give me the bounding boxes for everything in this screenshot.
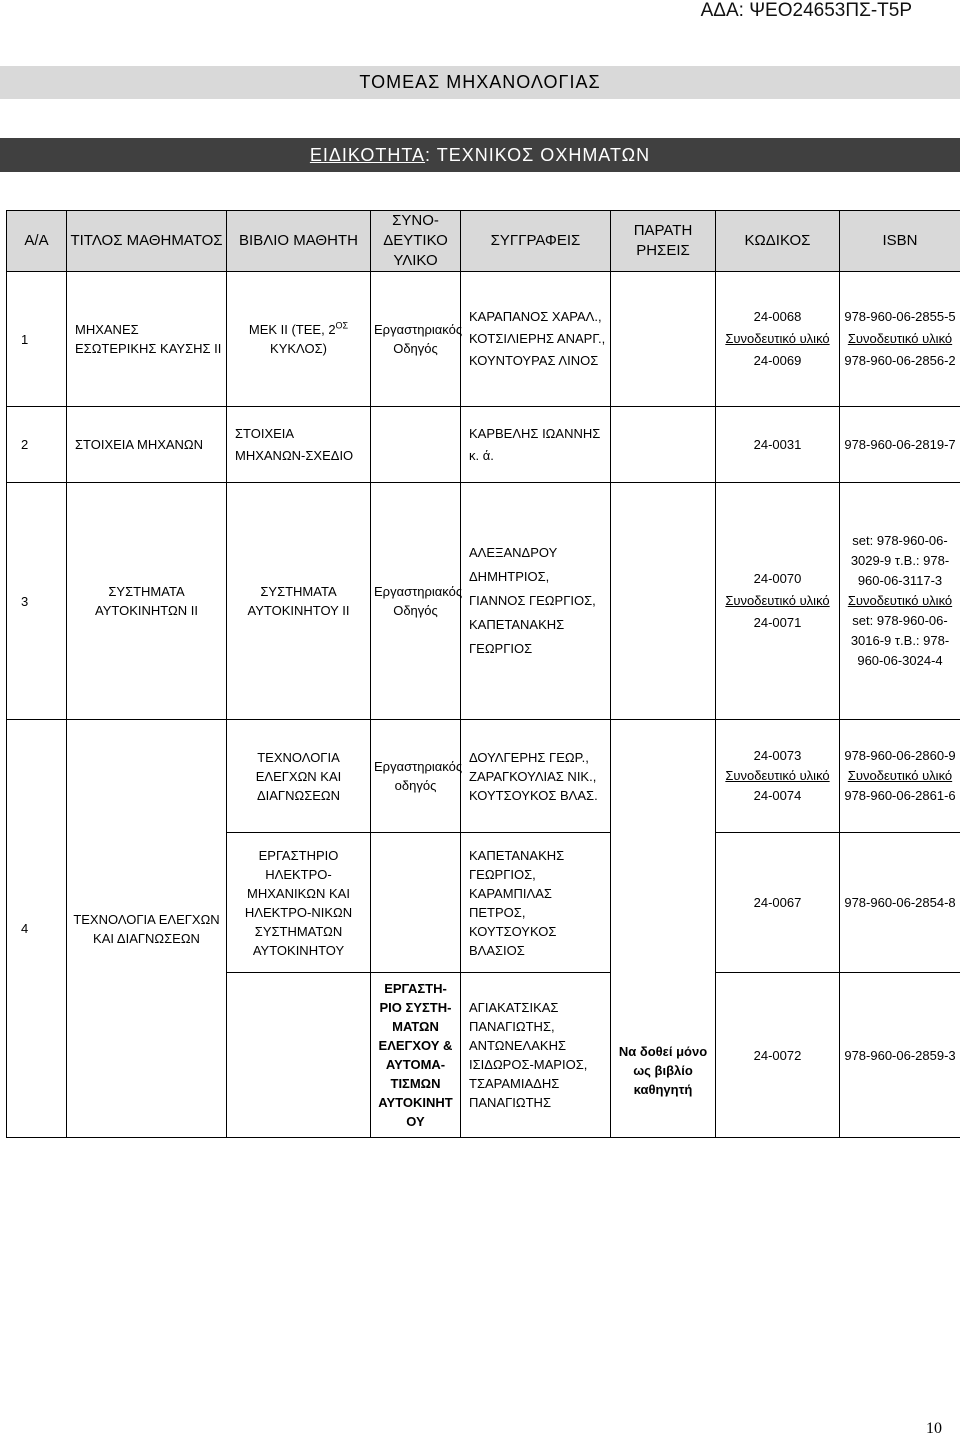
isbn-value: 978-960-06-2861-6 <box>844 788 956 803</box>
isbn-cell <box>840 272 960 407</box>
header-book: ΒΙΒΛΙΟ ΜΑΘΗΤΗ <box>227 211 371 272</box>
isbn-value: 978-960-06-2854-8 <box>840 833 960 973</box>
supplementary-link[interactable]: Συνοδευτικό υλικό <box>725 331 830 346</box>
book-text-tail: ΚΥΚΛΟΣ) <box>270 341 327 356</box>
course-title: ΣΤΟΙΧΕΙΑ ΜΗΧΑΝΩΝ <box>67 407 227 483</box>
specialty-title <box>0 138 960 172</box>
code-value: 24-0074 <box>753 788 802 803</box>
aux-material <box>371 833 461 973</box>
book-text: ΜΕΚ ΙΙ (ΤΕΕ, 2 <box>248 322 336 337</box>
isbn-value: set: 978-960-06-3029-9 τ.Β.: 978-960-06-3117-3 <box>850 533 950 588</box>
notes <box>611 272 716 407</box>
code-cell <box>716 272 840 407</box>
student-book: ΣΤΟΙΧΕΙΑ ΜΗΧΑΝΩΝ-ΣΧΕΔΙΟ <box>227 407 371 483</box>
specialty-value: : ΤΕΧΝΙΚΟΣ ΟΧΗΜΑΤΩΝ <box>425 144 651 165</box>
row-number: 2 <box>7 407 67 483</box>
code-value: 24-0069 <box>753 353 802 368</box>
aux-material <box>371 407 461 483</box>
notes <box>611 483 716 720</box>
books-table <box>6 210 960 1138</box>
code-value: 24-0070 <box>753 571 802 586</box>
isbn-value: set: 978-960-06-3016-9 τ.Β.: 978-960-06-3024-4 <box>850 613 950 668</box>
isbn-value: 978-960-06-2860-9 <box>844 748 956 763</box>
authors: ΑΓΙΑΚΑΤΣΙΚΑΣ ΠΑΝΑΓΙΩΤΗΣ, ΑΝΤΩΝΕΛΑΚΗΣ ΙΣΙΔΩΡΟΣ-ΜΑΡΙΟΣ, ΤΣΑΡΑΜΙΑΔΗΣ ΠΑΝΑΓΙΩΤΗΣ <box>461 973 611 1138</box>
code-cell <box>716 483 840 720</box>
code-value: 24-0067 <box>716 833 840 973</box>
student-book: ΣΥΣΤΗΜΑΤΑ ΑΥΤΟΚΙΝΗΤΟΥ ΙΙ <box>227 483 371 720</box>
section-title: ΤΟΜΕΑΣ ΜΗΧΑΝΟΛΟΓΙΑΣ <box>0 66 960 99</box>
student-book: ΕΡΓΑΣΤΗΡΙΟ ΗΛΕΚΤΡΟ-ΜΗΧΑΝΙΚΩΝ ΚΑΙ ΗΛΕΚΤΡΟ-ΝΙΚΩΝ ΣΥΣΤΗΜΑΤΩΝ ΑΥΤΟΚΙΝΗΤΟΥ <box>227 833 371 973</box>
row-number: 3 <box>7 483 67 720</box>
ada-code: ΑΔΑ: ΨΕΟ24653ΠΣ-Τ5Ρ <box>700 0 912 21</box>
authors: ΚΑΡΑΠΑΝΟΣ ΧΑΡΑΛ., ΚΟΤΣΙΛΙΕΡΗΣ ΑΝΑΡΓ., ΚΟΥΝΤΟΥΡΑΣ ΛΙΝΟΣ <box>461 272 611 407</box>
header-notes: ΠΑΡΑΤΗ ΡΗΣΕΙΣ <box>611 211 716 272</box>
table-row <box>7 720 960 833</box>
page-number: 10 <box>926 1420 942 1437</box>
code-value: 24-0073 <box>753 748 802 763</box>
code-value: 24-0072 <box>716 973 840 1138</box>
isbn-cell <box>840 483 960 720</box>
course-title: ΤΕΧΝΟΛΟΓΙΑ ΕΛΕΓΧΩΝ ΚΑΙ ΔΙΑΓΝΩΣΕΩΝ <box>67 720 227 1138</box>
code-value: 24-0031 <box>716 407 840 483</box>
supplementary-link[interactable]: Συνοδευτικό υλικό <box>725 768 830 783</box>
supplementary-link[interactable]: Συνοδευτικό υλικό <box>847 593 953 608</box>
aux-material: Εργαστηριακός Οδηγός <box>371 272 461 407</box>
header-aux: ΣΥΝΟ-ΔΕΥΤΙΚΟ ΥΛΙΚΟ <box>371 211 461 272</box>
aux-material: Εργαστηριακός Οδηγός <box>371 483 461 720</box>
supplementary-link[interactable]: Συνοδευτικό υλικό <box>725 593 830 608</box>
authors: ΔΟΥΛΓΕΡΗΣ ΓΕΩΡ., ΖΑΡΑΓΚΟΥΛΙΑΣ ΝΙΚ., ΚΟΥΤΣΟΥΚΟΣ ΒΛΑΣ. <box>461 720 611 833</box>
student-book: ΤΕΧΝΟΛΟΓΙΑ ΕΛΕΓΧΩΝ ΚΑΙ ΔΙΑΓΝΩΣΕΩΝ <box>227 720 371 833</box>
row-number: 4 <box>7 720 67 1138</box>
aux-material: ΕΡΓΑΣΤΗ-ΡΙΟ ΣΥΣΤΗ-ΜΑΤΩΝ ΕΛΕΓΧΟΥ & ΑΥΤΟΜΑ-ΤΙΣΜΩΝ ΑΥΤΟΚΙΝΗΤ ΟΥ <box>371 973 461 1138</box>
supplementary-link[interactable]: Συνοδευτικό υλικό <box>847 768 953 783</box>
student-book <box>227 973 371 1138</box>
isbn-value: 978-960-06-2859-3 <box>840 973 960 1138</box>
table-row <box>7 407 960 483</box>
row-number: 1 <box>7 272 67 407</box>
isbn-value: 978-960-06-2819-7 <box>840 407 960 483</box>
code-cell <box>716 720 840 833</box>
header-isbn: ISBN <box>840 211 960 272</box>
header-aa: Α/Α <box>7 211 67 272</box>
course-title: ΣΥΣΤΗΜΑΤΑ ΑΥΤΟΚΙΝΗΤΩΝ ΙΙ <box>67 483 227 720</box>
header-title: ΤΙΤΛΟΣ ΜΑΘΗΜΑΤΟΣ <box>67 211 227 272</box>
specialty-label[interactable]: ΕΙΔΙΚΟΤΗΤΑ <box>309 144 426 165</box>
authors: ΚΑΠΕΤΑΝΑΚΗΣ ΓΕΩΡΓΙΟΣ, ΚΑΡΑΜΠΙΛΑΣ ΠΕΤΡΟΣ, ΚΟΥΤΣΟΥΚΟΣ ΒΛΑΣΙΟΣ <box>461 833 611 973</box>
table-header-row <box>7 211 960 272</box>
notes: Να δοθεί μόνο ως βιβλίο καθηγητή <box>611 720 716 1138</box>
table-row <box>7 272 960 407</box>
course-title: ΜΗΧΑΝΕΣ ΕΣΩΤΕΡΙΚΗΣ ΚΑΥΣΗΣ ΙΙ <box>67 272 227 407</box>
code-value: 24-0071 <box>753 615 802 630</box>
header-authors: ΣΥΓΓΡΑΦΕΙΣ <box>461 211 611 272</box>
supplementary-link[interactable]: Συνοδευτικό υλικό <box>847 331 953 346</box>
table-row <box>7 483 960 720</box>
isbn-value: 978-960-06-2855-5 <box>844 309 956 324</box>
authors: ΚΑΡΒΕΛΗΣ ΙΩΑΝΝΗΣ κ. ά. <box>461 407 611 483</box>
authors: ΑΛΕΞΑΝΔΡΟΥ ΔΗΜΗΤΡΙΟΣ, ΓΙΑΝΝΟΣ ΓΕΩΡΓΙΟΣ, ΚΑΠΕΤΑΝΑΚΗΣ ΓΕΩΡΓΙΟΣ <box>461 483 611 720</box>
header-code: ΚΩΔΙΚΟΣ <box>716 211 840 272</box>
aux-material: Εργαστηριακός οδηγός <box>371 720 461 833</box>
book-superscript: ΟΣ <box>335 320 349 331</box>
notes <box>611 407 716 483</box>
isbn-cell <box>840 720 960 833</box>
student-book <box>227 272 371 407</box>
code-value: 24-0068 <box>753 309 802 324</box>
isbn-value: 978-960-06-2856-2 <box>844 353 956 368</box>
